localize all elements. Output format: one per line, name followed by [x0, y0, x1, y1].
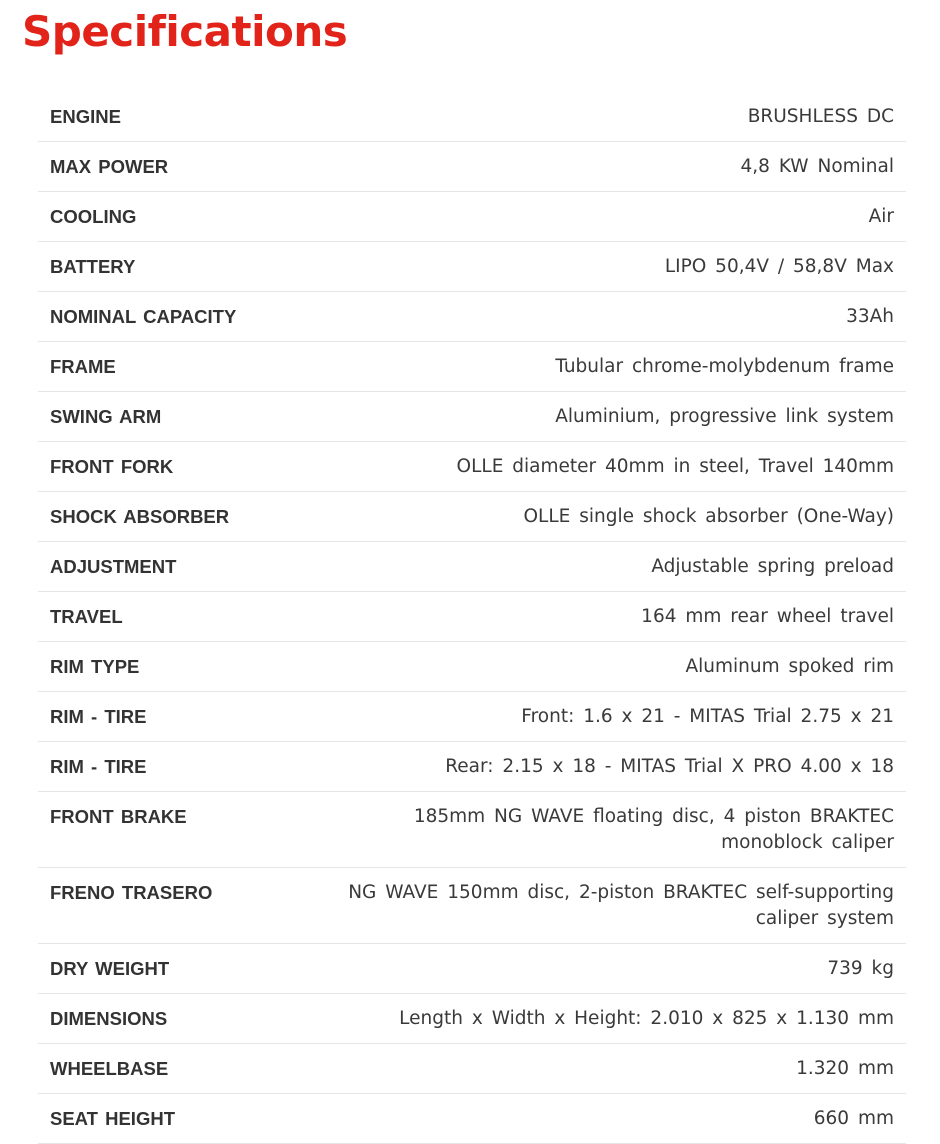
spec-label: NOMINAL CAPACITY — [38, 292, 332, 342]
spec-row-dimensions — [38, 994, 906, 1044]
spec-row-nominal-capacity — [38, 292, 906, 342]
spec-row-front-brake — [38, 792, 906, 868]
spec-value: 4,8 KW Nominal — [332, 142, 906, 192]
spec-value: OLLE diameter 40mm in steel, Travel 140mm — [332, 442, 906, 492]
spec-row-swing-arm — [38, 392, 906, 442]
spec-label: RIM - TIRE — [38, 692, 332, 742]
spec-row-front-fork — [38, 442, 906, 492]
spec-row-max-power — [38, 142, 906, 192]
spec-value: 164 mm rear wheel travel — [332, 592, 906, 642]
spec-row-rear-brake — [38, 868, 906, 944]
spec-label: FRONT BRAKE — [38, 792, 332, 868]
spec-label: ADJUSTMENT — [38, 542, 332, 592]
spec-label: SEAT HEIGHT — [38, 1094, 332, 1144]
spec-label: COOLING — [38, 192, 332, 242]
spec-value: 33Ah — [332, 292, 906, 342]
spec-value: 1.320 mm — [332, 1044, 906, 1094]
spec-row-rim-tire-front — [38, 692, 906, 742]
spec-value: 739 kg — [332, 944, 906, 994]
spec-value: Front: 1.6 x 21 - MITAS Trial 2.75 x 21 — [332, 692, 906, 742]
spec-value: Adjustable spring preload — [332, 542, 906, 592]
spec-label: SWING ARM — [38, 392, 332, 442]
spec-row-battery — [38, 242, 906, 292]
spec-label: FRONT FORK — [38, 442, 332, 492]
spec-value: 660 mm — [332, 1094, 906, 1144]
spec-label: WHEELBASE — [38, 1044, 332, 1094]
spec-value: NG WAVE 150mm disc, 2-piston BRAKTEC self-supporting caliper system — [332, 868, 906, 944]
specifications-table — [38, 92, 906, 1144]
spec-label: FRAME — [38, 342, 332, 392]
spec-label: MAX POWER — [38, 142, 332, 192]
spec-label: RIM TYPE — [38, 642, 332, 692]
spec-row-travel — [38, 592, 906, 642]
spec-row-seat-height — [38, 1094, 906, 1144]
spec-label: FRENO TRASERO — [38, 868, 332, 944]
spec-value: Aluminum spoked rim — [332, 642, 906, 692]
spec-row-rim-type — [38, 642, 906, 692]
spec-row-frame — [38, 342, 906, 392]
spec-value: Air — [332, 192, 906, 242]
spec-label: BATTERY — [38, 242, 332, 292]
spec-value: LIPO 50,4V / 58,8V Max — [332, 242, 906, 292]
spec-row-shock-absorber — [38, 492, 906, 542]
spec-row-rim-tire-rear — [38, 742, 906, 792]
spec-value: Rear: 2.15 x 18 - MITAS Trial X PRO 4.00 x 18 — [332, 742, 906, 792]
spec-row-wheelbase — [38, 1044, 906, 1094]
spec-value: OLLE single shock absorber (One-Way) — [332, 492, 906, 542]
spec-value: Aluminium, progressive link system — [332, 392, 906, 442]
spec-label: DRY WEIGHT — [38, 944, 332, 994]
spec-row-engine — [38, 92, 906, 142]
page-title: Specifications — [22, 7, 348, 56]
spec-row-cooling — [38, 192, 906, 242]
specifications-table-body — [38, 92, 906, 1144]
spec-row-adjustment — [38, 542, 906, 592]
spec-label: DIMENSIONS — [38, 994, 332, 1044]
spec-value: 185mm NG WAVE floating disc, 4 piston BRAKTEC monoblock caliper — [332, 792, 906, 868]
spec-label: SHOCK ABSORBER — [38, 492, 332, 542]
spec-label: ENGINE — [38, 92, 332, 142]
spec-value: BRUSHLESS DC — [332, 92, 906, 142]
spec-label: RIM - TIRE — [38, 742, 332, 792]
spec-value: Length x Width x Height: 2.010 x 825 x 1.130 mm — [332, 994, 906, 1044]
spec-label: TRAVEL — [38, 592, 332, 642]
spec-row-dry-weight — [38, 944, 906, 994]
spec-value: Tubular chrome-molybdenum frame — [332, 342, 906, 392]
